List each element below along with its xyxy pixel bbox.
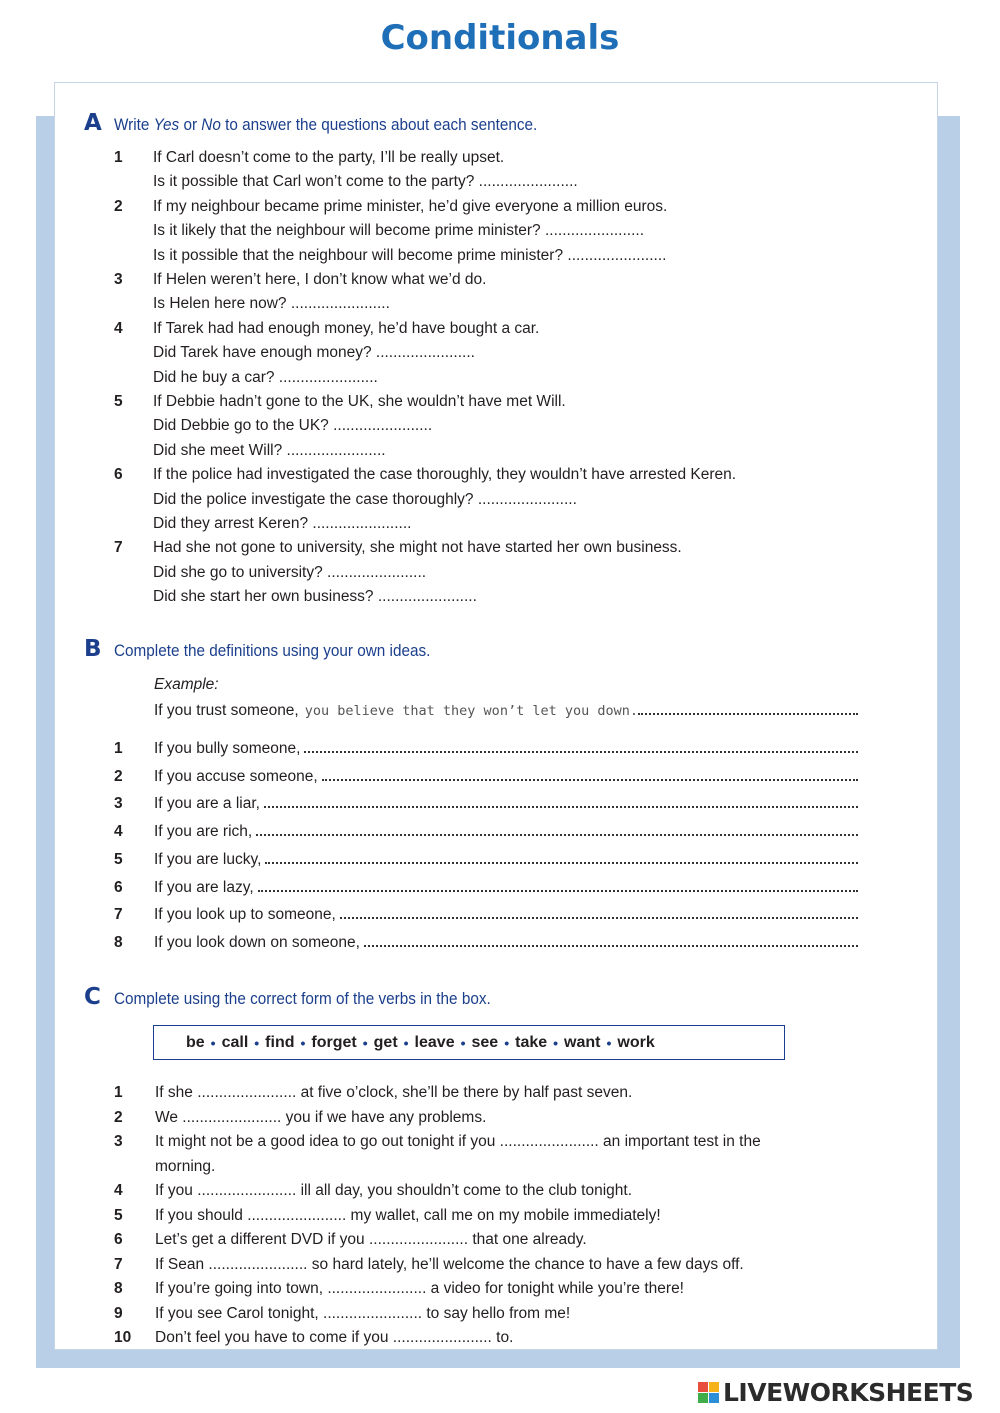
answer-line [264,794,858,808]
item-number: 7 [114,539,123,557]
item-sentence: Had she not gone to university, she might not have started her own business. [153,539,682,557]
item-question: Did she go to university? ....................... [153,563,427,581]
verb-separator: • [460,1034,466,1051]
item-question: Did they arrest Keren? ....................... [153,515,412,532]
verb-word: be [186,1033,205,1051]
gap-fill-item [106,1157,215,1177]
item-number: 2 [114,197,123,215]
verb-separator: • [210,1034,216,1051]
item-question: Did Debbie go to the UK? ....................... [153,417,433,435]
definition-item [114,878,858,898]
section-letter: B [84,636,102,662]
question-item [114,197,667,217]
item-question: Did the police investigate the case thoroughly? ....................... [153,490,577,508]
item-number: 3 [114,271,123,288]
definition-item [114,905,858,925]
item-number: 5 [114,1206,123,1224]
item-question: Is it possible that Carl won’t come to the party? ....................... [153,173,578,191]
gap-fill-item [106,1230,587,1250]
logo-text: LIVEWORKSHEETS [723,1378,974,1407]
example-answer: you believe that they won’t let you down. [304,703,638,719]
item-number: 2 [114,1108,123,1126]
item-number: 4 [114,823,123,841]
definition-item [114,739,858,759]
verb-word: forget [311,1033,357,1051]
item-sentence: If the police had investigated the case thoroughly, they wouldn’t have arrested Keren. [153,466,737,484]
item-text: Don’t feel you have to come if you ....................... to. [155,1329,514,1346]
section-instruction: Complete the definitions using your own ideas. [114,641,431,660]
item-number: 1 [114,1084,123,1101]
gap-fill-item [106,1181,632,1201]
item-number: 4 [114,319,123,337]
answer-line [256,822,858,836]
verb-separator: • [606,1034,612,1051]
item-text: If you ....................... ill all day, you shouldn’t come to the club tonight. [155,1182,633,1199]
item-number: 8 [114,933,123,951]
gap-fill-item [106,1279,684,1299]
item-text: If you are lazy, [154,878,254,896]
logo-icon [698,1382,719,1403]
verb-separator: • [553,1034,559,1051]
verb-word: get [373,1033,398,1051]
item-text: It might not be a good idea to go out tonight if you ....................... an important test in the [155,1133,761,1150]
item-number: 4 [114,1182,123,1199]
example-text: If you trust someone, [154,702,299,719]
item-number: 6 [114,878,123,896]
item-question: Did he buy a car? ....................... [153,368,378,386]
item-sentence: If my neighbour became prime minister, he’d give everyone a million euros. [153,197,668,215]
item-number: 1 [114,740,123,757]
item-question: Did Tarek have enough money? ....................... [153,344,475,362]
item-text: morning. [155,1157,216,1175]
item-text: If you accuse someone, [154,767,318,785]
answer-line [638,701,858,715]
section-instruction: Write Yes or No to answer the questions about each sentence. [114,115,538,134]
question-item [114,392,566,412]
item-text: We ....................... you if we have any problems. [155,1108,487,1126]
section-instruction: Complete using the correct form of the verbs in the box. [114,989,491,1008]
item-text: If she ....................... at five o’clock, she’ll be there by half past seven. [155,1084,633,1101]
logo-square [709,1393,719,1403]
verb-word: find [265,1033,295,1051]
verb-word: call [221,1033,249,1051]
liveworksheets-logo [698,1378,973,1407]
section-letter: A [84,110,102,136]
item-number: 5 [114,850,123,868]
answer-line [340,905,858,919]
item-number: 6 [114,466,123,484]
item-question: Did she start her own business? ....................... [153,588,477,606]
question-item [114,148,504,168]
gap-fill-item [106,1304,570,1324]
answer-line [258,878,858,892]
verb-word: work [617,1033,655,1051]
answer-line [322,767,858,781]
definition-item [114,933,858,953]
question-item [114,319,539,339]
item-text: If you see Carol tonight, ....................... to say hello from me! [155,1304,571,1322]
item-number: 5 [114,393,123,410]
item-number: 2 [114,767,123,785]
item-text: If you look down on someone, [154,933,360,951]
item-sentence: If Helen weren’t here, I don’t know what we’d do. [153,271,487,288]
section-a-heading [84,110,584,136]
verb-separator: • [362,1034,368,1051]
item-question: Is it likely that the neighbour will become prime minister? ....................... [153,222,645,240]
gap-fill-item [106,1255,744,1275]
item-sentence: If Carl doesn’t come to the party, I’ll be really upset. [153,149,505,166]
page-title: Conditionals [380,18,620,58]
gap-fill-item [106,1108,486,1128]
section-c-heading [84,984,533,1010]
definition-item [114,794,858,814]
section-b-heading [84,636,466,662]
example-label: Example: [154,676,219,693]
verb-word: leave [414,1033,455,1051]
item-text: If you bully someone, [154,740,301,757]
item-sentence: If Debbie hadn’t gone to the UK, she wouldn’t have met Will. [153,393,566,410]
definition-item [114,822,858,842]
logo-square [698,1382,708,1392]
gap-fill-item [106,1132,761,1152]
item-text: If you look up to someone, [154,906,336,924]
verb-separator: • [403,1034,409,1051]
answer-line [364,933,858,947]
answer-line [304,739,858,753]
definition-item [114,850,858,870]
question-item [114,465,736,485]
item-number: 8 [114,1280,123,1297]
item-number: 1 [114,149,123,166]
item-number: 7 [114,1255,123,1273]
question-item [114,270,486,290]
item-number: 9 [114,1304,123,1322]
logo-square [698,1393,708,1403]
item-number: 10 [114,1329,132,1346]
gap-fill-item [106,1328,513,1348]
item-sentence: If Tarek had had enough money, he’d have bought a car. [153,319,540,337]
answer-line [265,850,858,864]
gap-fill-item [106,1206,661,1226]
item-question: Is Helen here now? ....................... [153,295,390,313]
example-row [154,701,858,720]
item-question: Did she meet Will? ....................... [153,441,386,459]
item-text: If Sean ....................... so hard lately, he’ll welcome the chance to have a few days off. [155,1255,744,1273]
item-text: If you are lucky, [154,850,262,868]
verb-box [153,1025,785,1060]
verb-word: see [471,1033,499,1051]
logo-square [709,1382,719,1392]
gap-fill-item [106,1083,632,1103]
question-item [114,538,682,558]
item-number: 3 [114,1133,123,1150]
section-letter: C [84,984,101,1010]
verb-word: take [515,1033,548,1051]
item-number: 6 [114,1231,123,1248]
item-text: If you are rich, [154,823,253,841]
item-number: 3 [114,795,123,813]
item-text: If you’re going into town, ....................... a video for tonight while you’re there! [155,1280,684,1297]
item-text: If you should ....................... my wallet, call me on my mobile immediately! [155,1206,661,1224]
item-text: If you are a liar, [154,795,260,813]
item-question: Is it possible that the neighbour will become prime minister? ....................... [153,246,667,264]
verb-separator: • [254,1034,260,1051]
definition-item [114,767,858,787]
verb-separator: • [300,1034,306,1051]
verb-word: want [564,1033,601,1051]
verb-separator: • [504,1034,510,1051]
item-number: 7 [114,906,123,924]
item-text: Let’s get a different DVD if you ....................... that one already. [155,1231,587,1248]
